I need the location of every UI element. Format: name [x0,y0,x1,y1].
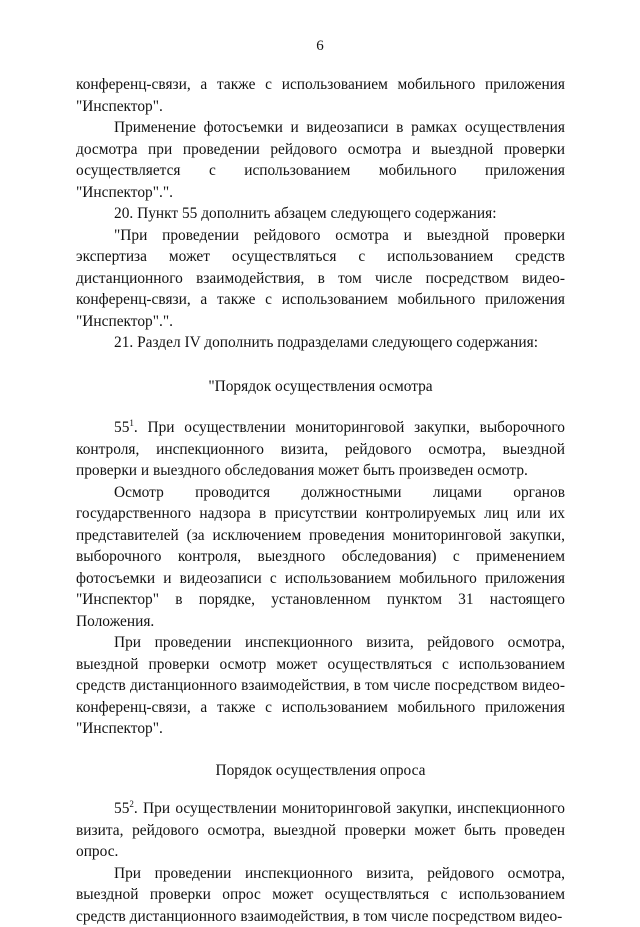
paragraph-item-21: 21. Раздел IV дополнить подразделами следующего содержания: [76,332,565,354]
section-heading-survey: Порядок осуществления опроса [76,760,565,782]
item-superscript: 1 [129,418,134,428]
paragraph-text: . При осуществлении мониторинговой закупки, инспекционного визита, рейдового осмотра, выездной проверки может быть проведен опрос. [76,800,565,860]
paragraph-photo-video: Применение фотосъемки и видеозаписи в рамках осуществления досмотра при проведении рейдового осмотра и выездной проверки осуществляется с использованием мобильного приложения "Инспектор".". [76,117,565,203]
paragraph-continuation: конференц-связи, а также с использованием мобильного приложения "Инспектор". [76,74,565,117]
document-body [76,74,565,927]
paragraph-item-20: 20. Пункт 55 дополнить абзацем следующего содержания: [76,203,565,225]
page-number: 6 [0,38,640,55]
item-number: 55 [114,800,129,817]
item-superscript: 2 [129,799,134,809]
paragraph-55-2 [76,798,565,863]
paragraph-55-1 [76,417,565,482]
paragraph-inspection-remote: При проведении инспекционного визита, рейдового осмотра, выездной проверки осмотр может осуществляться с использованием средств дистанционного взаимодействия, в том числе посредством видео-конференц-связи, а также с использованием мобильного приложения "Инспектор". [76,632,565,740]
paragraph-expertise: "При проведении рейдового осмотра и выездной проверки экспертиза может осуществляться с использованием средств дистанционного взаимодействия, в том числе посредством видео-конференц-связи, а также с использованием мобильного приложения "Инспектор".". [76,225,565,333]
item-number: 55 [114,419,129,436]
paragraph-survey-remote: При проведении инспекционного визита, рейдового осмотра, выездной проверки опрос может осуществляться с использованием средств дистанционного взаимодействия, в том числе посредством видео- [76,863,565,927]
paragraph-inspection-conduct: Осмотр проводится должностными лицами органов государственного надзора в присутствии контролируемых лиц или их представителей (за исключением проведения мониторинговой закупки, выборочного контроля, выездного обследования) с применением фотосъемки и видеозаписи с использованием мобильного приложения "Инспектор" в порядке, установленном пунктом 31 настоящего Положения. [76,482,565,633]
section-heading-inspection: "Порядок осуществления осмотра [76,376,565,398]
paragraph-text: . При осуществлении мониторинговой закупки, выборочного контроля, инспекционного визита, рейдового осмотра, выездной проверки и выездного обследования может быть произведен осмотр. [76,419,565,479]
